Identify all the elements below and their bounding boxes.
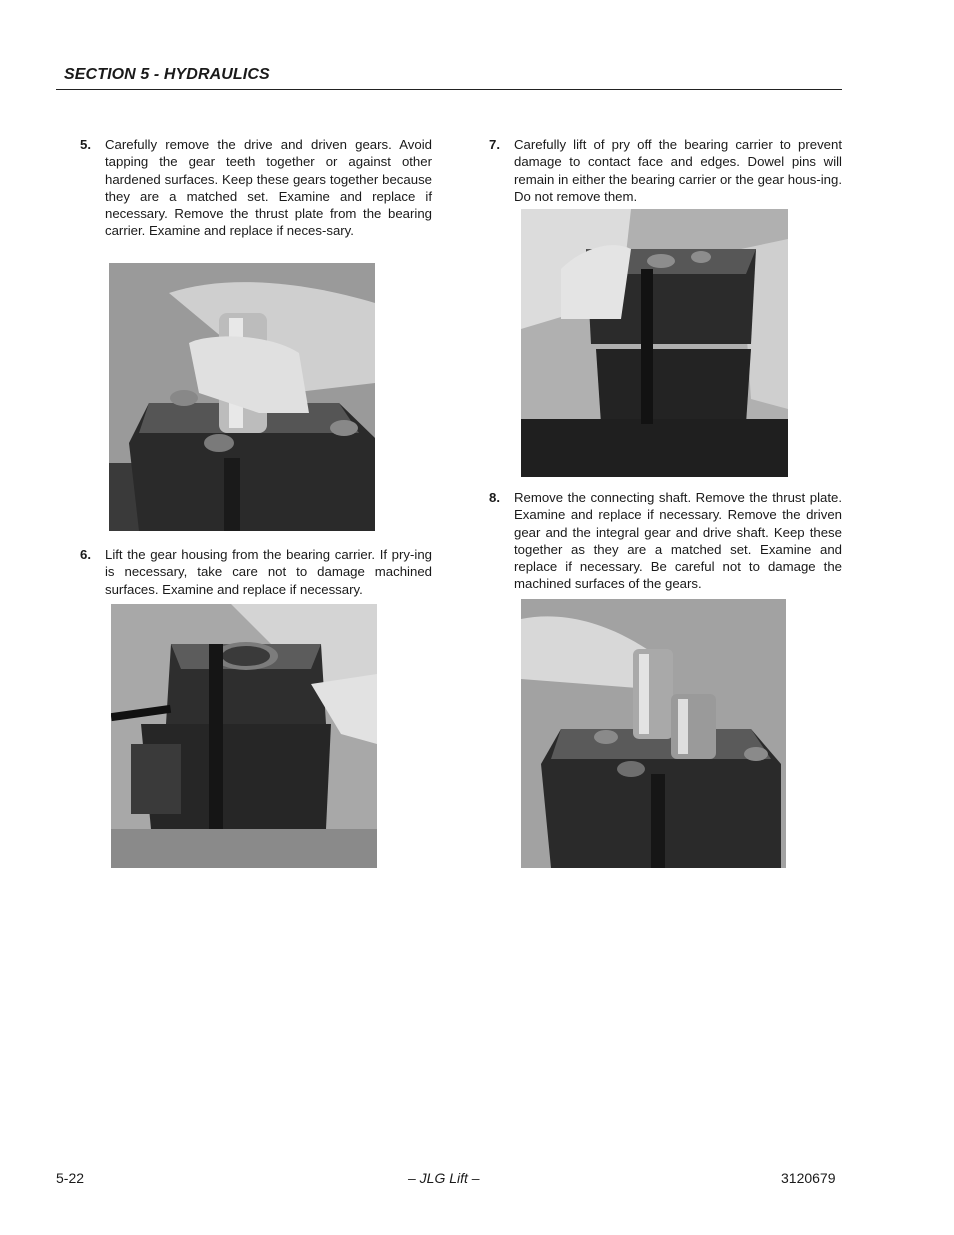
step-text: Carefully lift of pry off the bearing carrier to prevent damage to contact face and edges. Dowel pins will remain in either the bearing carrier or the gear hous-ing. Do not remove them. xyxy=(514,137,842,204)
step-number: 7. xyxy=(489,137,500,152)
step-number: 6. xyxy=(80,547,91,562)
step-text: Carefully remove the drive and driven gears. Avoid tapping the gear teeth together or against other hardened surfaces. Keep these gears together because they are a matched set. Examine and replace if necessary. Remove the thrust plate from the bearing carrier. Examine and replace if neces-sary. xyxy=(105,137,432,239)
photo-remove-connecting-shaft xyxy=(521,599,786,868)
document-number: 3120679 xyxy=(781,1170,836,1186)
header-divider xyxy=(56,89,842,90)
step-number: 8. xyxy=(489,490,500,505)
step-number: 5. xyxy=(80,137,91,152)
page-number: 5-22 xyxy=(56,1170,85,1186)
step-text: Remove the connecting shaft. Remove the thrust plate. Examine and replace if necessary. Remove the driven gear and the integral gear and drive shaft. Keep these together as they are a matched set. Examine and replace if necessary. Be careful not to damage the machined surfaces of the gears. xyxy=(514,490,842,592)
photo-pry-bearing-carrier xyxy=(521,209,788,477)
step-8 xyxy=(489,489,842,593)
step-7 xyxy=(489,136,842,205)
footer-publisher: – JLG Lift – xyxy=(408,1170,480,1186)
step-6 xyxy=(80,546,432,598)
step-5 xyxy=(80,136,432,240)
step-text: Lift the gear housing from the bearing carrier. If pry-ing is necessary, take care not to damage machined surfaces. Examine and replace if necessary. xyxy=(105,547,432,597)
photo-remove-gears xyxy=(109,263,375,531)
section-title: SECTION 5 - HYDRAULICS xyxy=(64,66,270,83)
photo-lift-gear-housing xyxy=(111,604,377,868)
